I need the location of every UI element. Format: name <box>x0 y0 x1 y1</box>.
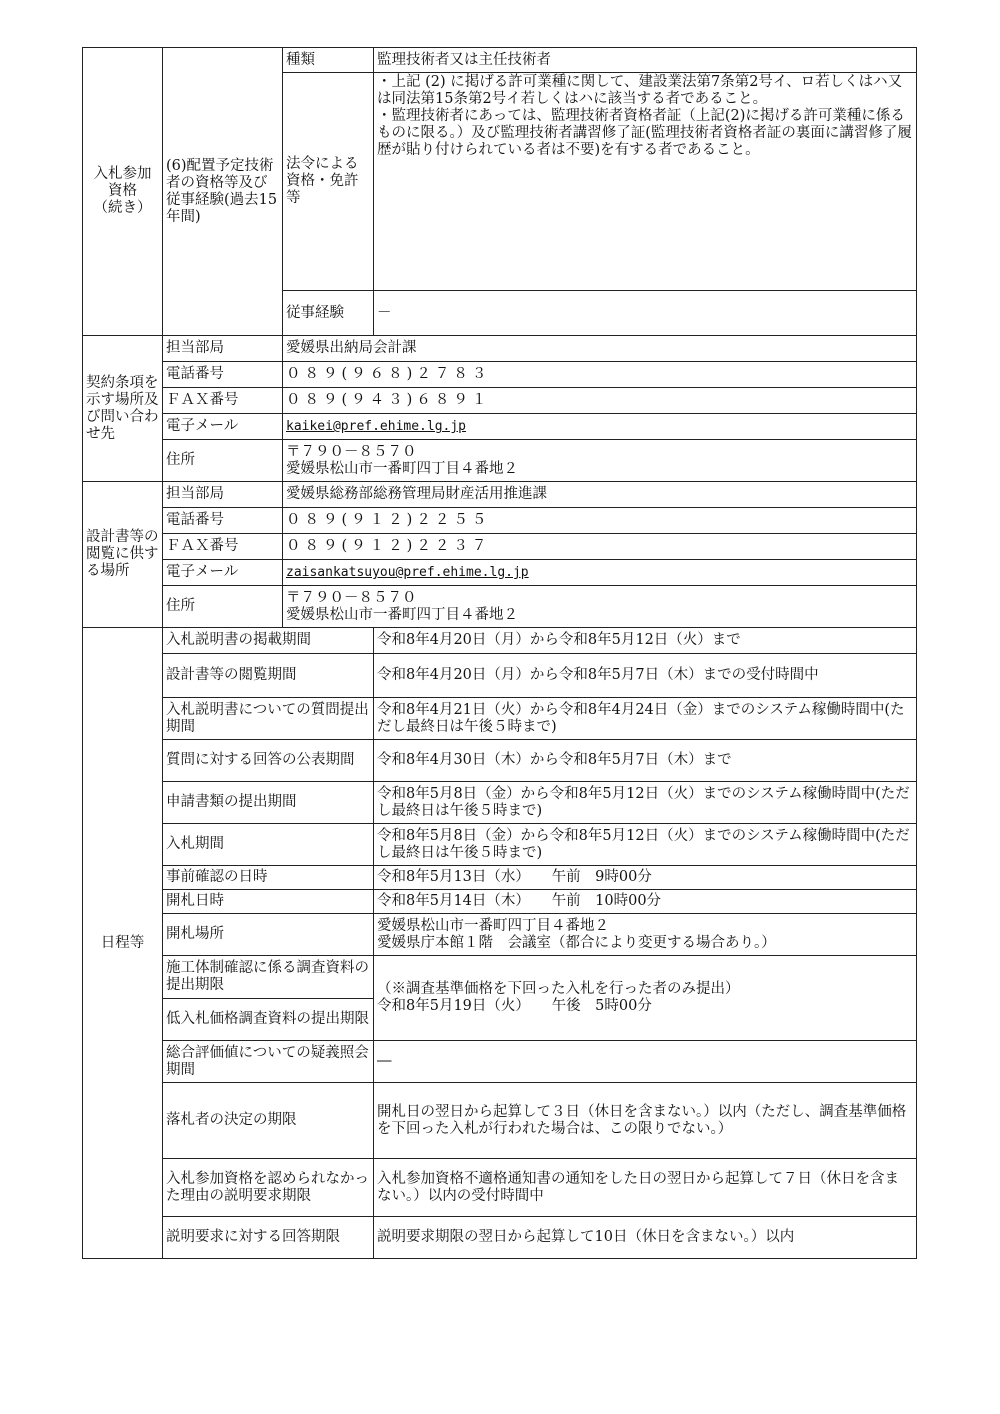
contact-phone-value: ０８９(９６８)２７８３ <box>283 362 917 388</box>
contact-phone-label: 電話番号 <box>163 362 283 388</box>
contact-address-label: 住所 <box>163 440 283 482</box>
contact-dept-label: 担当部局 <box>163 336 283 362</box>
contact-section-label: 契約条項を示す場所及び問い合わせ先 <box>83 336 163 482</box>
design-phone-value: ０８９(９１２)２２５５ <box>283 508 917 534</box>
schedule-label-11: 総合評価値についての疑義照会期間 <box>163 1041 374 1083</box>
contact-email-label: 電子メール <box>163 414 283 440</box>
schedule-label-0: 入札説明書の掲載期間 <box>163 628 374 654</box>
schedule-section-label: 日程等 <box>83 628 163 1259</box>
schedule-value-3: 令和8年4月30日（木）から令和8年5月7日（木）まで <box>374 740 917 782</box>
schedule-investigation-value: （※調査基準価格を下回った入札を行った者のみ提出） 令和8年5月19日（火） 午後 5時00分 <box>374 956 917 1041</box>
schedule-value-8: 愛媛県松山市一番町四丁目４番地２ 愛媛県庁本館１階 会議室（都合により変更する場合あり。） <box>374 914 917 956</box>
document-page <box>82 47 916 1259</box>
license-label: 法令による資格・免許等 <box>283 73 374 291</box>
schedule-label-2: 入札説明書についての質問提出期間 <box>163 698 374 740</box>
schedule-label-10: 低入札価格調査資料の提出期限 <box>163 999 374 1041</box>
contact-dept-value: 愛媛県出納局会計課 <box>283 336 917 362</box>
contact-fax-label: ＦＡＸ番号 <box>163 388 283 414</box>
schedule-label-9: 施工体制確認に係る調査資料の提出期限 <box>163 956 374 999</box>
qualification-sub-label: (6)配置予定技術者の資格等及び従事経験(過去15年間) <box>163 48 283 336</box>
schedule-label-13: 入札参加資格を認められなかった理由の説明要求期限 <box>163 1159 374 1217</box>
schedule-label-12: 落札者の決定の期限 <box>163 1083 374 1159</box>
schedule-label-3: 質問に対する回答の公表期間 <box>163 740 374 782</box>
schedule-value-13: 入札参加資格不適格通知書の通知をした日の翌日から起算して７日（休日を含まない。）以内の受付時間中 <box>374 1159 917 1217</box>
design-dept-label: 担当部局 <box>163 482 283 508</box>
schedule-label-6: 事前確認の日時 <box>163 866 374 890</box>
qualification-section-label: 入札参加 資格 （続き） <box>83 48 163 336</box>
design-section-label: 設計書等の閲覧に供する場所 <box>83 482 163 628</box>
design-address-value: 〒７９０－８５７０ 愛媛県松山市一番町四丁目４番地２ <box>283 586 917 628</box>
experience-value: － <box>374 291 917 336</box>
design-email-label: 電子メール <box>163 560 283 586</box>
schedule-label-1: 設計書等の閲覧期間 <box>163 654 374 698</box>
design-dept-value: 愛媛県総務部総務管理局財産活用推進課 <box>283 482 917 508</box>
license-value: ・上記 (2) に掲げる許可業種に関して、建設業法第7条第2号イ、ロ若しくはハ又は同法第15条第2号イ若しくはハに該当する者であること。 ・監理技術者にあっては、監理技術者資格者証（上記(2)に掲げる許可業種に係るものに限る。）及び監理技術者講習修了証(監理技術者資格者証の裏面に講習修了履歴が貼り付けられている者は不要)を有する者であること。 <box>374 73 917 291</box>
schedule-value-7: 令和8年5月14日（木） 午前 10時00分 <box>374 890 917 914</box>
schedule-value-5: 令和8年5月8日（金）から令和8年5月12日（火）までのシステム稼働時間中(ただし最終日は午後５時まで) <box>374 824 917 866</box>
schedule-label-14: 説明要求に対する回答期限 <box>163 1217 374 1259</box>
schedule-value-1: 令和8年4月20日（月）から令和8年5月7日（木）までの受付時間中 <box>374 654 917 698</box>
kind-value: 監理技術者又は主任技術者 <box>374 48 917 73</box>
design-fax-value: ０８９(９１２)２２３７ <box>283 534 917 560</box>
schedule-value-6: 令和8年5月13日（水） 午前 9時00分 <box>374 866 917 890</box>
contact-address-value: 〒７９０－８５７０ 愛媛県松山市一番町四丁目４番地２ <box>283 440 917 482</box>
schedule-value-14: 説明要求期限の翌日から起算して10日（休日を含まない。）以内 <box>374 1217 917 1259</box>
info-table <box>82 47 917 1259</box>
schedule-value-2: 令和8年4月21日（火）から令和8年4月24日（金）までのシステム稼働時間中(ただし最終日は午後５時まで) <box>374 698 917 740</box>
schedule-label-7: 開札日時 <box>163 890 374 914</box>
schedule-label-8: 開札場所 <box>163 914 374 956</box>
contact-fax-value: ０８９(９４３)６８９１ <box>283 388 917 414</box>
schedule-label-4: 申請書類の提出期間 <box>163 782 374 824</box>
design-fax-label: ＦＡＸ番号 <box>163 534 283 560</box>
experience-label: 従事経験 <box>283 291 374 336</box>
design-address-label: 住所 <box>163 586 283 628</box>
schedule-value-0: 令和8年4月20日（月）から令和8年5月12日（火）まで <box>374 628 917 654</box>
contact-email-link[interactable]: kaikei@pref.ehime.lg.jp <box>286 419 467 434</box>
kind-label: 種類 <box>283 48 374 73</box>
design-email-link[interactable]: zaisankatsuyou@pref.ehime.lg.jp <box>286 565 529 580</box>
schedule-label-5: 入札期間 <box>163 824 374 866</box>
design-phone-label: 電話番号 <box>163 508 283 534</box>
schedule-value-11: ― <box>374 1041 917 1083</box>
schedule-value-4: 令和8年5月8日（金）から令和8年5月12日（火）までのシステム稼働時間中(ただし最終日は午後５時まで) <box>374 782 917 824</box>
schedule-value-12: 開札日の翌日から起算して３日（休日を含まない。）以内（ただし、調査基準価格を下回った入札が行われた場合は、この限りでない。） <box>374 1083 917 1159</box>
